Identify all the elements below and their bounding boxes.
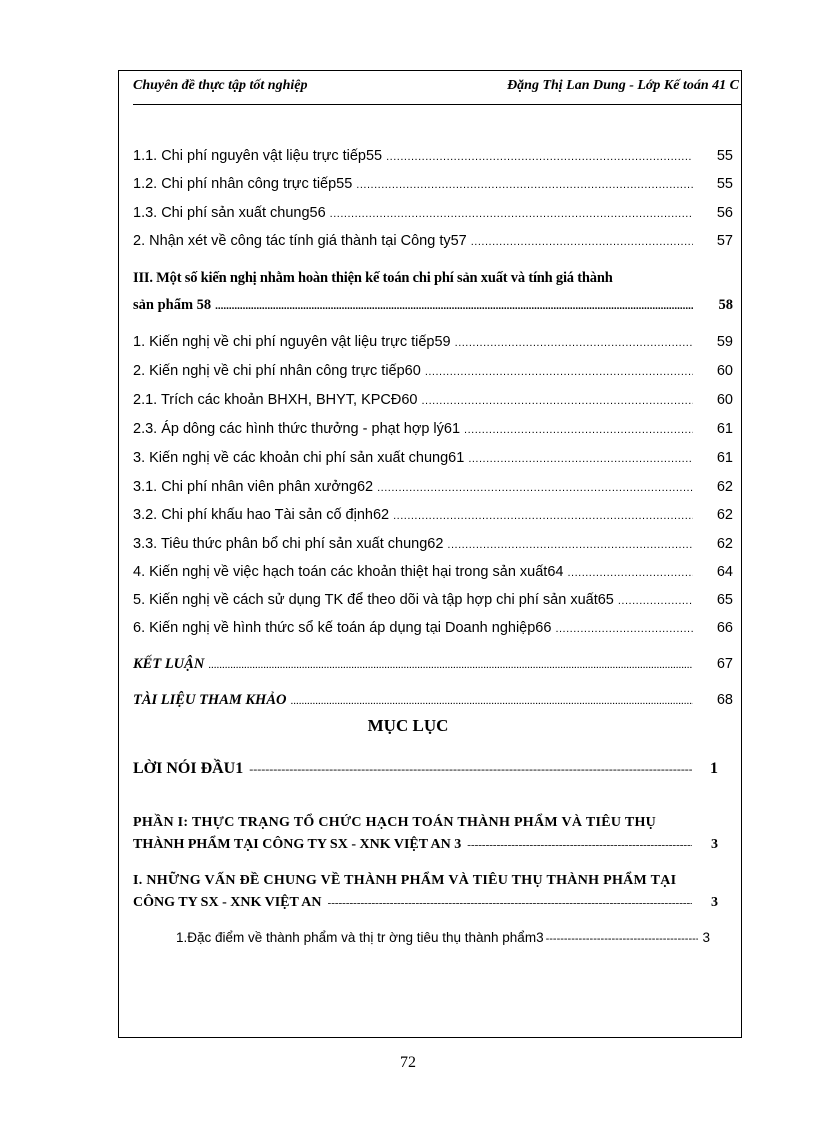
toc-entry-text: 2. Nhận xét về công tác tính giá thành tại Công ty57 bbox=[133, 233, 467, 249]
toc-entry-page: 55 bbox=[716, 148, 733, 164]
toc-leader bbox=[471, 236, 693, 248]
phan-i-page: 3 bbox=[711, 837, 718, 852]
toc-leader bbox=[377, 482, 693, 494]
ket-luan-page: 67 bbox=[716, 656, 733, 672]
section-iii-page: 58 bbox=[718, 297, 733, 313]
toc-leader bbox=[546, 933, 698, 945]
toc-ket-luan[interactable] bbox=[133, 656, 733, 673]
loi-noi-dau-text: LỜI NÓI ĐẦU1 bbox=[133, 760, 244, 777]
toc-entry-page: 61 bbox=[716, 450, 733, 466]
toc-entry-text: 2. Kiến nghị về chi phí nhân công trực tiếp60 bbox=[133, 363, 421, 379]
sub-1-page: 3 bbox=[702, 930, 710, 945]
header-rule bbox=[133, 104, 741, 105]
toc-entry-text: 3. Kiến nghị về các khoản chi phí sản xuất chung61 bbox=[133, 450, 465, 466]
toc-leader bbox=[425, 366, 693, 378]
toc-entry-text: 3.2. Chi phí khấu hao Tài sản cố định62 bbox=[133, 507, 390, 523]
toc-leader bbox=[467, 834, 692, 856]
toc-entry[interactable] bbox=[133, 592, 733, 608]
toc-leader bbox=[468, 453, 693, 465]
toc-entry[interactable] bbox=[133, 564, 733, 580]
toc-entry[interactable] bbox=[133, 620, 733, 636]
header-right: Đặng Thị Lan Dung - Lớp Kế toán 41 C bbox=[507, 78, 739, 93]
toc-leader bbox=[555, 623, 693, 635]
toc-entry-text: 1.2. Chi phí nhân công trực tiếp55 bbox=[133, 176, 353, 192]
toc-entry-page: 64 bbox=[716, 564, 733, 580]
toc-entry[interactable] bbox=[133, 536, 733, 552]
header-left: Chuyên đề thực tập tốt nghiệp bbox=[133, 78, 308, 93]
toc-entry-page: 66 bbox=[716, 620, 733, 636]
toc-entry-text: 1.3. Chi phí sản xuất chung56 bbox=[133, 205, 326, 221]
toc-phan-i[interactable] bbox=[133, 812, 718, 856]
toc-entry[interactable] bbox=[133, 421, 733, 437]
toc-leader bbox=[464, 424, 693, 436]
section-i-line2: CÔNG TY SX - XNK VIỆT AN bbox=[133, 895, 322, 910]
toc-loi-noi-dau[interactable] bbox=[133, 760, 718, 778]
toc-entry[interactable] bbox=[133, 479, 733, 495]
running-header bbox=[133, 78, 741, 102]
tai-lieu-page: 68 bbox=[716, 692, 733, 708]
toc-leader bbox=[208, 659, 693, 671]
toc-entry-text: 3.3. Tiêu thức phân bổ chi phí sản xuất chung62 bbox=[133, 536, 444, 552]
toc-entry[interactable] bbox=[133, 392, 733, 408]
toc-section-i[interactable] bbox=[133, 870, 718, 914]
toc-leader bbox=[386, 151, 693, 163]
phan-i-line1: PHẦN I: THỰC TRẠNG TỔ CHỨC HẠCH TOÁN THÀNH PHẨM VÀ TIÊU THỤ bbox=[133, 815, 657, 830]
toc-entry-text: 5. Kiến nghị về cách sử dụng TK để theo dõi và tập hợp chi phí sản xuất65 bbox=[133, 592, 614, 608]
toc-sub-1[interactable] bbox=[176, 930, 710, 945]
toc-entry-page: 59 bbox=[716, 334, 733, 350]
toc-entry[interactable] bbox=[133, 334, 733, 350]
phan-i-line2: THÀNH PHẨM TẠI CÔNG TY SX - XNK VIỆT AN 3 bbox=[133, 837, 462, 852]
toc-entry[interactable] bbox=[133, 176, 733, 192]
sub-1-text: 1.Đặc điểm về thành phẩm và thị tr ờng tiêu thụ thành phẩm3 bbox=[176, 930, 544, 945]
section-iii-line2: sản phẩm 58 bbox=[133, 297, 212, 313]
toc-leader bbox=[393, 510, 693, 522]
toc-leader bbox=[356, 179, 693, 191]
toc-entry[interactable] bbox=[133, 205, 733, 221]
toc-entry[interactable] bbox=[133, 233, 733, 249]
toc-entry-page: 56 bbox=[716, 205, 733, 221]
toc-entry[interactable] bbox=[133, 507, 733, 523]
toc-entry-page: 62 bbox=[716, 536, 733, 552]
toc-entry-page: 61 bbox=[716, 421, 733, 437]
toc-leader bbox=[447, 539, 693, 551]
section-iii-line1: III. Một số kiến nghị nhằm hoàn thiện kế toán chi phí sản xuất và tính giá thành bbox=[133, 270, 613, 286]
toc-entry-text: 2.1. Trích các khoản BHXH, BHYT, KPCĐ60 bbox=[133, 392, 418, 408]
muc-luc-title: MỤC LỤC bbox=[367, 716, 449, 735]
toc-leader bbox=[567, 567, 693, 579]
toc-entry-page: 65 bbox=[716, 592, 733, 608]
toc-leader bbox=[215, 300, 693, 312]
toc-tai-lieu[interactable] bbox=[133, 692, 733, 709]
toc-entry-text: 6. Kiến nghị về hình thức sổ kế toán áp dụng tại Doanh nghiệp66 bbox=[133, 620, 552, 636]
tai-lieu-text: TÀI LIỆU THAM KHẢO bbox=[133, 692, 287, 708]
toc-leader bbox=[328, 892, 692, 914]
section-i-page: 3 bbox=[711, 895, 718, 910]
toc-leader bbox=[290, 695, 693, 707]
toc-entry-page: 62 bbox=[716, 479, 733, 495]
ket-luan-text: KẾT LUẬN bbox=[133, 656, 205, 672]
toc-leader bbox=[421, 395, 693, 407]
toc-entry-text: 4. Kiến nghị về việc hạch toán các khoản thiệt hại trong sản xuất64 bbox=[133, 564, 564, 580]
toc-entry-text: 1. Kiến nghị về chi phí nguyên vật liệu trực tiếp59 bbox=[133, 334, 451, 350]
loi-noi-dau-page: 1 bbox=[710, 760, 718, 777]
toc-leader bbox=[618, 595, 693, 607]
toc-entry-page: 60 bbox=[716, 363, 733, 379]
toc-entry[interactable] bbox=[133, 148, 733, 164]
page-number: 72 bbox=[400, 1054, 416, 1071]
toc-leader bbox=[249, 762, 692, 777]
toc-entry-page: 57 bbox=[716, 233, 733, 249]
toc-entry[interactable] bbox=[133, 450, 733, 466]
toc-section-iii[interactable] bbox=[133, 270, 733, 314]
toc-entry[interactable] bbox=[133, 363, 733, 379]
toc-entry-page: 60 bbox=[716, 392, 733, 408]
toc-entry-text: 2.3. Áp dông các hình thức thưởng - phạt hợp lý61 bbox=[133, 421, 461, 437]
section-i-line1: I. NHỮNG VẤN ĐỀ CHUNG VỀ THÀNH PHẨM VÀ TIÊU THỤ THÀNH PHẨM TẠI bbox=[133, 873, 677, 888]
toc-entry-page: 62 bbox=[716, 507, 733, 523]
toc-leader bbox=[455, 337, 693, 349]
toc-entry-text: 1.1. Chi phí nguyên vật liệu trực tiếp55 bbox=[133, 148, 383, 164]
toc-entry-page: 55 bbox=[716, 176, 733, 192]
toc-entry-text: 3.1. Chi phí nhân viên phân xưởng62 bbox=[133, 479, 374, 495]
toc-leader bbox=[330, 208, 693, 220]
